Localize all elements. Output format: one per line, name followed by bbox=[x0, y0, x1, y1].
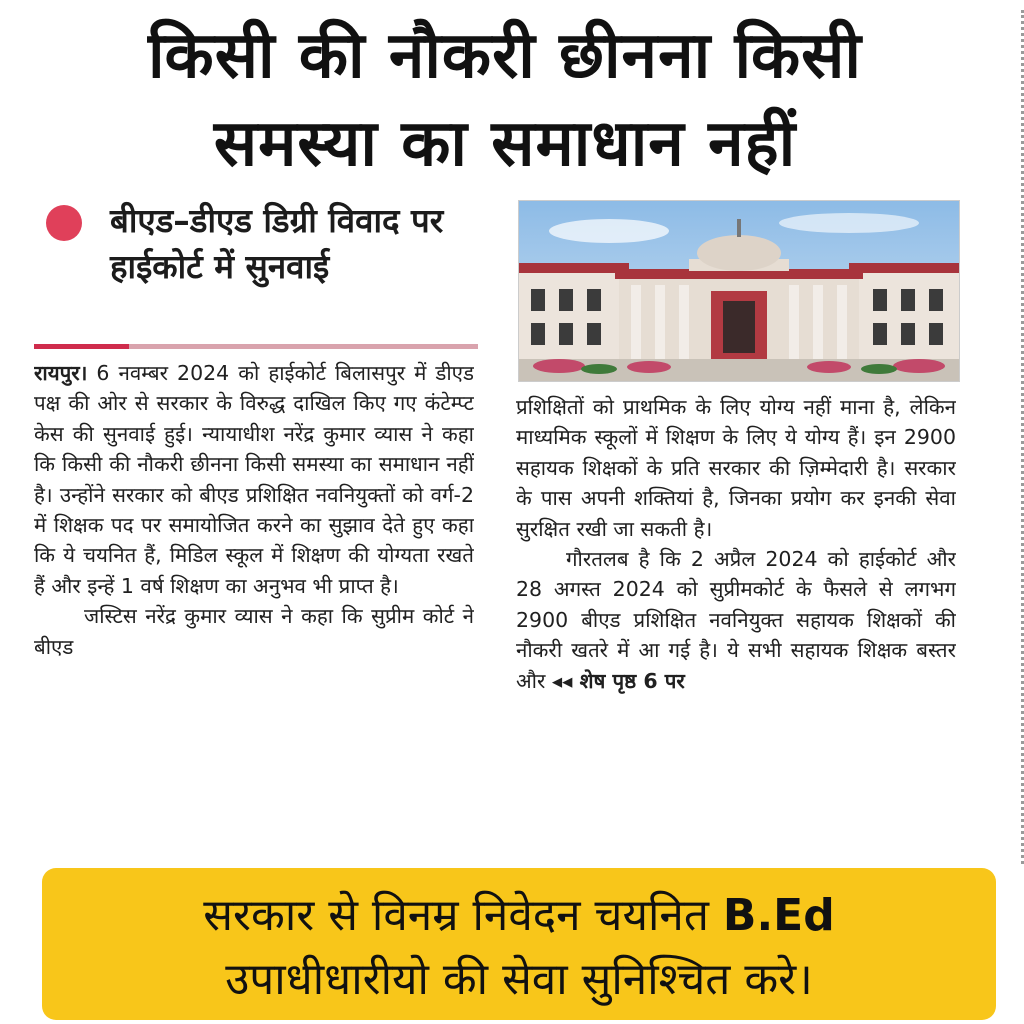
appeal-hindi-1: सरकार से विनम्र निवेदन चयनित bbox=[203, 890, 723, 941]
article-paragraph: जस्टिस नरेंद्र कुमार व्यास ने कहा कि सुप्रीम कोर्ट ने बीएड bbox=[34, 604, 474, 659]
dateline: रायपुर। bbox=[34, 361, 88, 385]
article-column-left bbox=[34, 358, 474, 868]
headline-line-2: समस्या का समाधान नहीं bbox=[213, 107, 797, 181]
article-paragraph bbox=[34, 358, 474, 601]
section-rule bbox=[34, 344, 478, 349]
high-court-photo bbox=[518, 200, 960, 382]
appeal-english: B.Ed bbox=[722, 890, 835, 941]
appeal-line-2: उपाधीधारीयो की सेवा सुनिश्चित करे। bbox=[225, 954, 813, 1005]
article-text: 6 नवम्बर 2024 को हाईकोर्ट बिलासपुर में डीएड पक्ष की ओर से सरकार के विरुद्ध दाखिल किए गए कंटेम्प्ट केस की सुनवाई हुई। न्यायाधीश नरेंद्र कुमार व्यास ने कहा कि किसी की नौकरी छीनना किसी समस्या का समाधान नहीं है। उन्होंने सरकार को बीएड प्रशिक्षित नवनियुक्तों को वर्ग-2 में शिक्षक पद पर समायोजित करने का सुझाव देते हुए कहा कि ये चयनित हैं, मिडिल स्कूल में शिक्षण की योग्यता रखते हैं और इन्हें 1 वर्ष शिक्षण का अनुभव भी प्राप्त है। bbox=[34, 361, 474, 598]
appeal-line-1 bbox=[42, 884, 996, 948]
continued-note: ◂◂ शेष पृष्ठ 6 पर bbox=[551, 668, 685, 693]
appeal-text bbox=[42, 884, 996, 1012]
article-paragraph: प्रशिक्षितों को प्राथमिक के लिए योग्य नहीं माना है, लेकिन माध्यमिक स्कूलों में शिक्षण के लिए ये योग्य हैं। इन 2900 सहायक शिक्षकों के प्रति सरकार की ज़िम्मेदारी है। सरकार के पास अपनी शक्तियां है, जिनका प्रयोग कर इनकी सेवा सुरक्षित रखी जा सकती है। bbox=[516, 395, 956, 541]
article-paragraph bbox=[516, 544, 956, 696]
headline-line-1: किसी की नौकरी छीनना किसी bbox=[147, 19, 863, 93]
article-text: गौरतलब है कि 2 अप्रैल 2024 को हाईकोर्ट और 28 अगस्त 2024 को सुप्रीमकोर्ट के फैसले से लगभग 2900 बीएड प्रशिक्षित नवनियुक्त सहायक शिक्षकों की नौकरी खतरे में आ गई है। ये सभी सहायक शिक्षक बस्तर और bbox=[516, 547, 956, 693]
article-column-right bbox=[516, 392, 956, 870]
headline bbox=[14, 12, 996, 188]
bullet-icon bbox=[46, 205, 82, 241]
subheadline: बीएड–डीएड डिग्री विवाद पर हाईकोर्ट में सुनवाई bbox=[110, 201, 444, 286]
